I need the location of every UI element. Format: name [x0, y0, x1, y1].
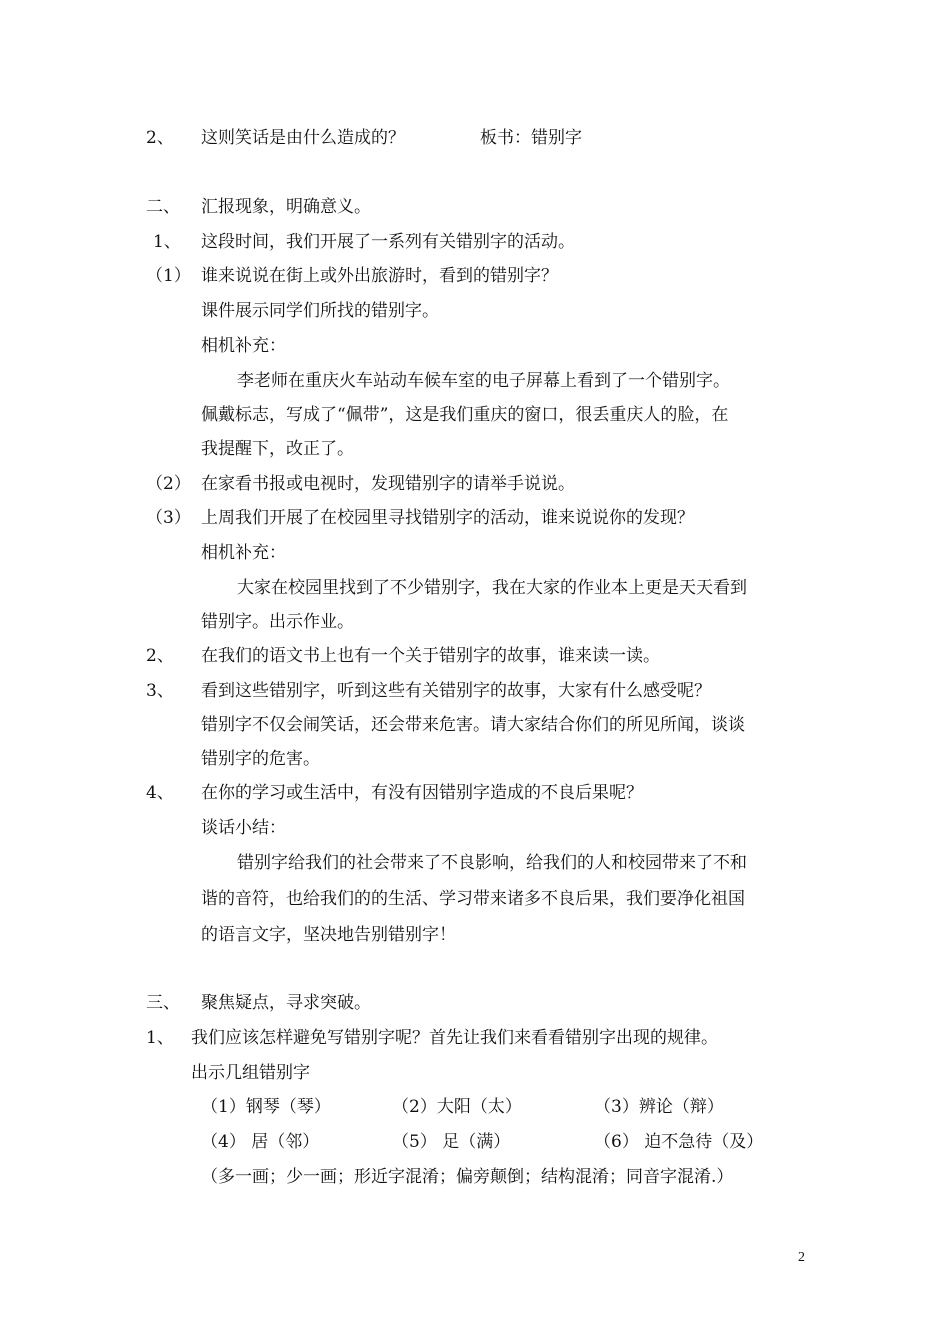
paragraph-line: 相机补充： — [201, 336, 286, 356]
item-text: 我们应该怎样避免写错别字呢？首先让我们来看看错别字出现的规律。 — [191, 1028, 718, 1048]
example-word: （5） 足（满） — [392, 1132, 511, 1152]
section-title: 汇报现象，明确意义。 — [201, 197, 371, 217]
example-word: （1）钢琴（琴） — [201, 1097, 331, 1117]
page-number: 2 — [798, 1250, 805, 1265]
paragraph-line: 错别字给我们的社会带来了不良影响，给我们的人和校园带来了不和 — [237, 853, 747, 873]
item-number: 1、 — [153, 232, 181, 252]
example-word: （6） 迫不急待（及） — [594, 1132, 764, 1152]
item-number: 4、 — [146, 783, 174, 803]
item-number: 2、 — [146, 646, 174, 666]
example-word: （4） 居（邻） — [201, 1132, 320, 1152]
paragraph-line: 我提醒下，改正了。 — [201, 439, 354, 459]
sub-item-text: 谁来说说在街上或外出旅游时，看到的错别字？ — [201, 266, 558, 286]
example-word: （3）辨论（辩） — [594, 1097, 724, 1117]
section-title: 聚焦疑点，寻求突破。 — [201, 993, 371, 1013]
paragraph-line: 谐的音符，也给我们的的生活、学习带来诸多不良后果，我们要净化祖国 — [201, 889, 745, 909]
paragraph-line: 课件展示同学们所找的错别字。 — [201, 301, 439, 321]
paragraph-line: 相机补充： — [201, 543, 286, 563]
item-number: 2、 — [146, 128, 174, 148]
sub-item-number: （1） — [146, 266, 191, 286]
sub-item-text: 上周我们开展了在校园里寻找错别字的活动，谁来说说你的发现？ — [201, 508, 694, 528]
paragraph-line: 错别字。出示作业。 — [201, 612, 354, 632]
paragraph-line: 佩戴标志，写成了“佩带”，这是我们重庆的窗口，很丢重庆人的脸，在 — [201, 405, 729, 425]
paragraph-line: 出示几组错别字 — [191, 1063, 310, 1083]
error-types-note: （多一画；少一画；形近字混淆；偏旁颠倒；结构混淆；同音字混淆.） — [201, 1167, 734, 1187]
item-text: 在你的学习或生活中，有没有因错别字造成的不良后果呢？ — [201, 783, 643, 803]
item-text: 看到这些错别字，听到这些有关错别字的故事，大家有什么感受呢？ — [201, 681, 711, 701]
paragraph-line: 谈话小结： — [201, 818, 286, 838]
item-text: 这则笑话是由什么造成的？ — [201, 128, 405, 148]
paragraph-line: 错别字不仅会闹笑话，还会带来危害。请大家结合你们的所见所闻，谈谈 — [201, 715, 745, 735]
sub-item-number: （2） — [146, 474, 191, 494]
item-number: 3、 — [146, 681, 174, 701]
paragraph-line: 错别字的危害。 — [201, 749, 320, 769]
example-word: （2）大阳（太） — [392, 1097, 522, 1117]
item-number: 1、 — [146, 1028, 174, 1048]
paragraph-line: 李老师在重庆火车站动车候车室的电子屏幕上看到了一个错别字。 — [237, 371, 730, 391]
paragraph-line: 的语言文字，坚决地告别错别字！ — [201, 925, 456, 945]
item-text: 在我们的语文书上也有一个关于错别字的故事，谁来读一读。 — [201, 646, 660, 666]
sub-item-number: （3） — [146, 508, 191, 528]
section-number: 二、 — [146, 197, 180, 217]
paragraph-line: 大家在校园里找到了不少错别字，我在大家的作业本上更是天天看到 — [237, 578, 747, 598]
item-text: 这段时间，我们开展了一系列有关错别字的活动。 — [201, 232, 575, 252]
board-note: 板书：错别字 — [480, 128, 582, 148]
sub-item-text: 在家看书报或电视时，发现错别字的请举手说说。 — [201, 474, 575, 494]
section-number: 三、 — [146, 993, 180, 1013]
